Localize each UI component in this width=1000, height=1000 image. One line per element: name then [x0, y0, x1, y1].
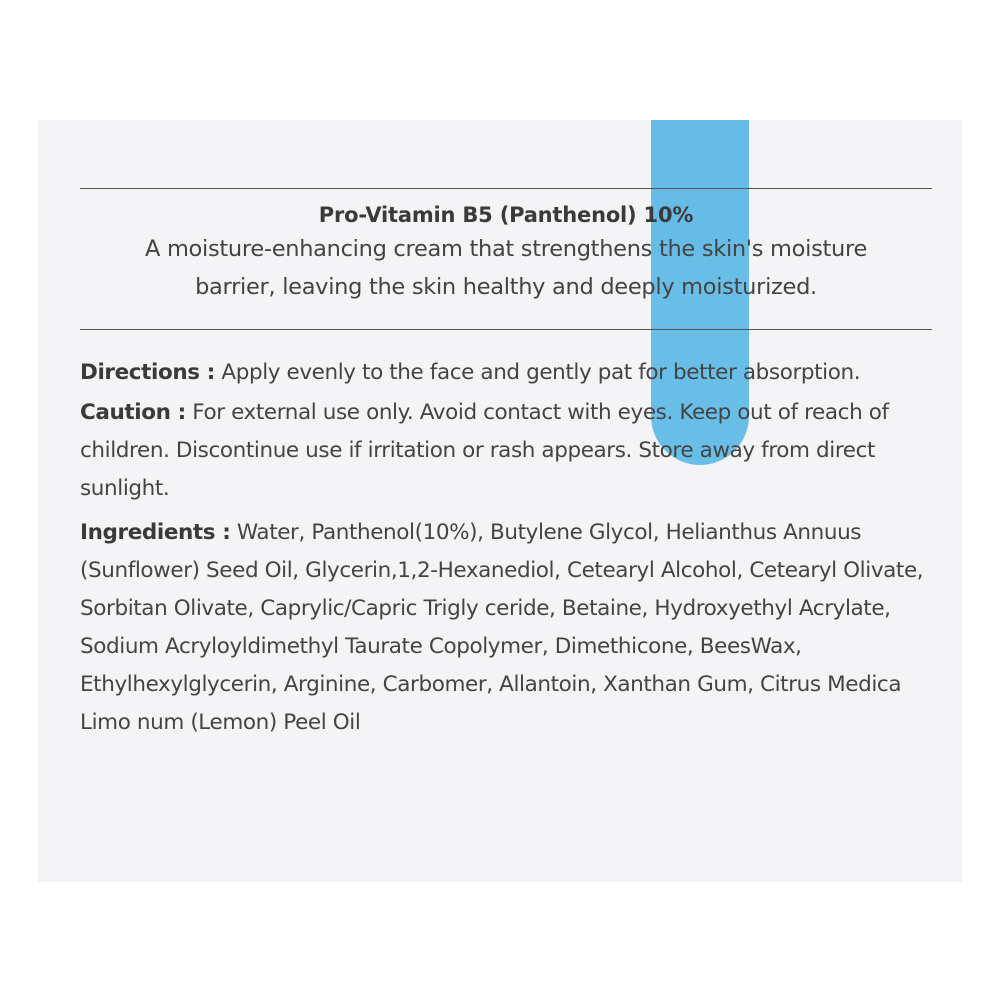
- directions-text: Apply evenly to the face and gently pat for better absorption.: [214, 360, 861, 385]
- directions-paragraph: [80, 354, 932, 392]
- product-headline: Pro-Vitamin B5 (Panthenol) 10%: [318, 203, 694, 227]
- caution-paragraph: [80, 394, 932, 508]
- caution-text: For external use only. Avoid contact with eyes. Keep out of reach of children. Discontinue use if irritation or rash appears. Store away from direct sunlight.: [80, 400, 889, 501]
- ingredients-paragraph: [80, 514, 932, 742]
- details-block: [80, 354, 932, 744]
- caution-term: Caution :: [80, 400, 186, 425]
- label-panel: [38, 120, 962, 882]
- ingredients-term: Ingredients :: [80, 520, 231, 545]
- directions-term: Directions :: [80, 360, 215, 385]
- middle-divider: [80, 329, 932, 330]
- product-tagline: A moisture-enhancing cream that strengthens the skin's moisture barrier, leaving the skin healthy and deeply moisturized.: [145, 236, 867, 300]
- ingredients-text: Water, Panthenol(10%), Butylene Glycol, Helianthus Annuus (Sunflower) Seed Oil, Glycerin,1,2-Hexanediol, Cetearyl Alcohol, Cetearyl Olivate, Sorbitan Olivate, Caprylic/Capric Trigly ceride, Betaine, Hydroxyethyl Acrylate, Sodium Acryloyldimethyl Taurate Copolymer, Dimethicone, BeesWax, Ethylhexylglycerin, Arginine, Carbomer, Allantoin, Xanthan Gum, Citrus Medica Limo num (Lemon) Peel Oil: [80, 520, 924, 735]
- header-block: [80, 188, 932, 306]
